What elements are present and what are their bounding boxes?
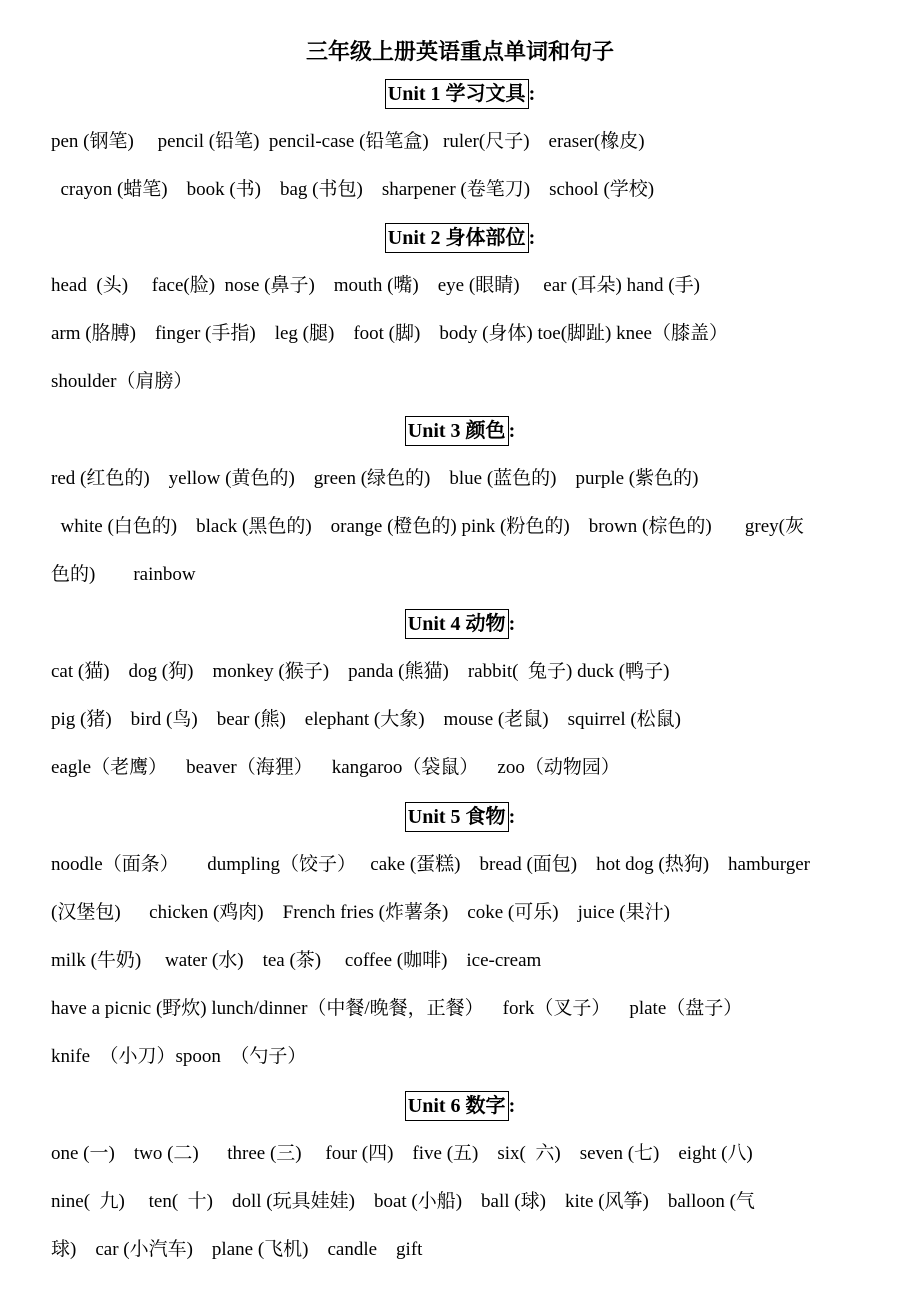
unit-2-line-1: head (头) face(脸) nose (鼻子) mouth (嘴) eye (眼睛) ear (耳朵) hand (手) (51, 275, 700, 296)
unit-3-heading (0, 416, 920, 446)
unit-5-title: Unit 5 食物 (405, 802, 509, 832)
unit-3-line-1: red (红色的) yellow (黄色的) green (绿色的) blue (蓝色的) purple (紫色的) (51, 468, 699, 489)
unit-6-line-2: nine( 九) ten( 十) doll (玩具娃娃) boat (小船) ball (球) kite (风筝) balloon (气 (51, 1191, 755, 1212)
unit-6-title: Unit 6 数字 (405, 1091, 509, 1121)
unit-5-heading (0, 802, 920, 832)
unit-4-line-2: pig (猪) bird (鸟) bear (熊) elephant (大象) mouse (老鼠) squirrel (松鼠) (51, 709, 682, 730)
unit-4-heading (0, 609, 920, 639)
unit-1-title: Unit 1 学习文具 (385, 79, 529, 109)
unit-3-colon: : (508, 420, 516, 442)
unit-2-colon: : (528, 227, 536, 249)
unit-6-heading (0, 1091, 920, 1121)
unit-4-colon: : (508, 613, 516, 635)
unit-5-line-4: have a picnic (野炊) lunch/dinner（中餐/晚餐，正餐） fork（叉子） plate（盘子） (51, 998, 743, 1019)
unit-1-colon: : (528, 83, 536, 105)
unit-6-colon: : (508, 1095, 516, 1117)
unit-5-line-2: (汉堡包) chicken (鸡肉) French fries (炸薯条) coke (可乐) juice (果汁) (51, 902, 670, 923)
unit-3-line-2: white (白色的) black (黑色的) orange (橙色的) pink (粉色的) brown (棕色的) grey(灰 (51, 516, 804, 537)
unit-4-line-3: eagle（老鹰） beaver（海狸） kangaroo（袋鼠） zoo（动物园） (51, 757, 620, 778)
unit-5-colon: : (508, 806, 516, 828)
unit-2-heading (0, 223, 920, 253)
unit-3-line-3: 色的) rainbow (51, 564, 196, 585)
unit-2-line-3: shoulder（肩膀） (51, 371, 193, 392)
unit-1-line-1: pen (钢笔) pencil (铅笔) pencil-case (铅笔盒) ruler(尺子) eraser(橡皮) (51, 131, 645, 152)
unit-5-line-3: milk (牛奶) water (水) tea (茶) coffee (咖啡) ice-cream (51, 950, 542, 971)
unit-4-title: Unit 4 动物 (405, 609, 509, 639)
unit-4-line-1: cat (猫) dog (狗) monkey (猴子) panda (熊猫) rabbit( 兔子) duck (鸭子) (51, 661, 670, 682)
unit-3-title: Unit 3 颜色 (405, 416, 509, 446)
unit-5-line-1: noodle（面条） dumpling（饺子） cake (蛋糕) bread (面包) hot dog (热狗) hamburger (51, 854, 810, 875)
unit-6-line-3: 球) car (小汽车) plane (飞机) candle gift (51, 1239, 423, 1260)
unit-2-title: Unit 2 身体部位 (385, 223, 529, 253)
unit-5-line-5: knife （小刀）spoon （勺子） (51, 1046, 307, 1067)
unit-1-line-2: crayon (蜡笔) book (书) bag (书包) sharpener (卷笔刀) school (学校) (51, 179, 655, 200)
unit-2-line-2: arm (胳膊) finger (手指) leg (腿) foot (脚) body (身体) toe(脚趾) knee（膝盖） (51, 323, 728, 344)
page-title: 三年级上册英语重点单词和句子 (305, 39, 614, 64)
unit-1-heading (0, 79, 920, 109)
unit-6-line-1: one (一) two (二) three (三) four (四) five (五) six( 六) seven (七) eight (八) (51, 1143, 753, 1164)
